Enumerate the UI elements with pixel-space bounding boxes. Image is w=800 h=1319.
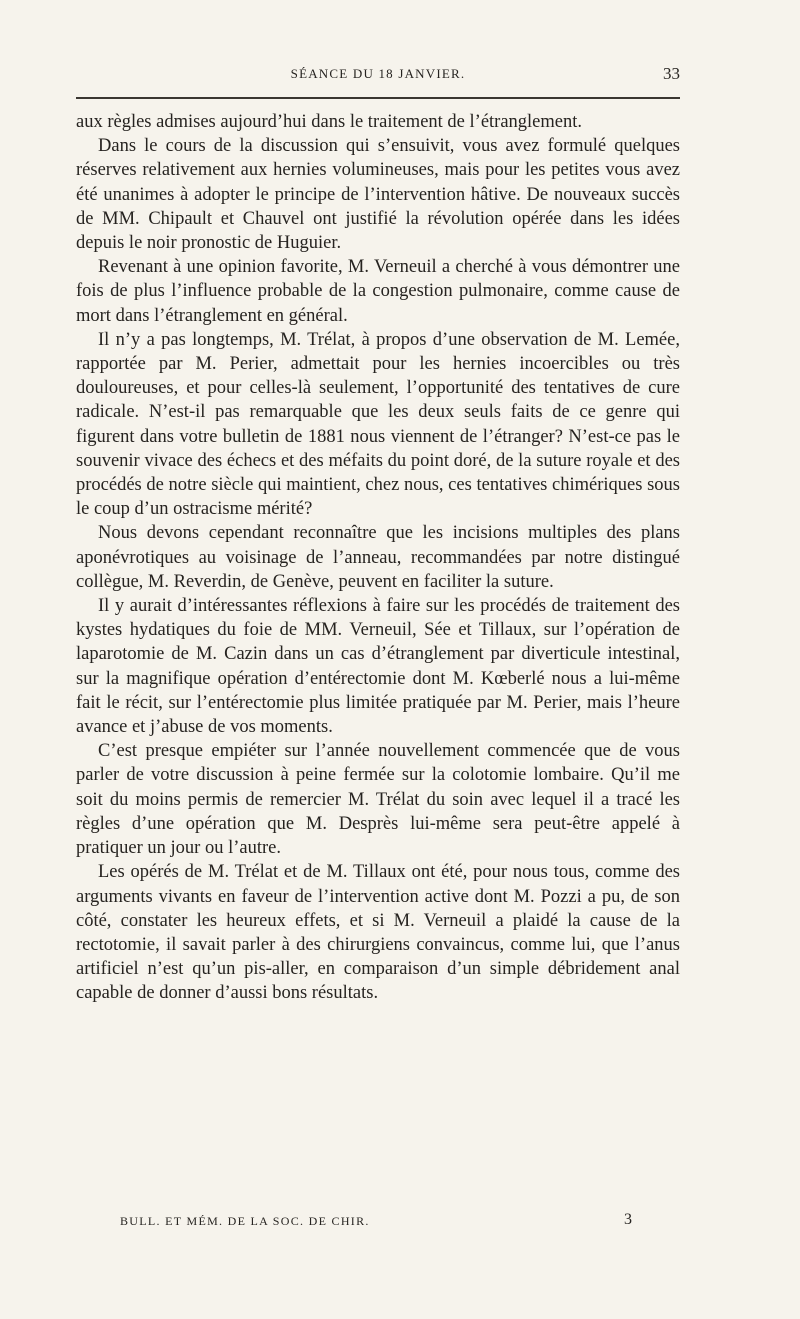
footer-journal-title: BULL. ET MÉM. DE LA SOC. DE CHIR.	[120, 1214, 370, 1228]
page-number: 33	[663, 64, 680, 83]
paragraph: Nous devons cependant reconnaître que les incisions multiples des plans aponévrotiques au voisinage de l’anneau, recommandées par notre distingué collègue, M. Reverdin, de Genève, peuvent en faciliter la suture.	[76, 523, 680, 592]
paragraph: Les opérés de M. Trélat et de M. Tillaux ont été, pour nous tous, comme des arguments vivants en faveur de l’intervention active dont M. Pozzi a pu, de son côté, constater les heureux effets, et si M. Verneuil a plaidé la cause de la rectotomie, il savait parler à des chirurgiens convaincus, comme lui, que l’anus artificiel n’est qu’un pis-aller, en comparaison d’un simple débridement anal capable de donner d’aussi bons résultats.	[76, 862, 680, 1004]
running-title: SÉANCE DU 18 JANVIER.	[290, 66, 466, 81]
body-text	[76, 110, 680, 1006]
paragraph: Il y aurait d’intéressantes réflexions à faire sur les procédés de traitement des kystes hydatiques du foie de MM. Verneuil, Sée et Tillaux, sur l’opération de laparotomie de M. Cazin dans un cas d’étranglement par diverticule intestinal, sur la magnifique opération d’entérectomie dont M. Kœberlé nous a lui-même fait le récit, sur l’entérectomie plus limitée pratiquée par M. Perier, mais l’heure avance et j’abuse de vos moments.	[76, 596, 680, 738]
paragraph-continuation: aux règles admises aujourd’hui dans le traitement de l’étranglement.	[76, 112, 583, 132]
running-head	[76, 66, 680, 90]
page-footer	[120, 1211, 632, 1234]
paragraph: Dans le cours de la discussion qui s’ensuivit, vous avez formulé quelques réserves relativement aux hernies volumineuses, mais pour les petites vous avez été unanimes à adopter le principe de l’intervention hâtive. De nouveaux succès de MM. Chipault et Chauvel ont justifié la révolution opérée dans les idées depuis le noir pronostic de Huguier.	[76, 136, 680, 254]
paragraph: Revenant à une opinion favorite, M. Verneuil a cherché à vous démontrer une fois de plus l’influence probable de la congestion pulmonaire, comme cause de mort dans l’étranglement en général.	[76, 257, 680, 326]
signature-mark: 3	[624, 1211, 632, 1228]
paragraph: Il n’y a pas longtemps, M. Trélat, à propos d’une observation de M. Lemée, rapportée par M. Perier, admettait pour les hernies incoercibles ou très douloureuses, et pour celles-là seulement, l’opportunité des tentatives de cure radicale. N’est-il pas remarquable que les deux seuls faits de ce genre qui figurent dans votre bulletin de 1881 nous viennent de l’étranger? N’est-ce pas le souvenir vivace des échecs et des méfaits du point doré, de la suture royale et des procédés de notre siècle qui maintient, chez nous, ces tentatives chimériques sous le coup d’un ostracisme mérité?	[76, 329, 680, 520]
paragraph: C’est presque empiéter sur l’année nouvellement commencée que de vous parler de votre discussion à peine fermée sur la colotomie lombaire. Qu’il me soit du moins permis de remercier M. Trélat du soin avec lequel il a tracé les règles d’une opération que M. Desprès lui-même sera peut-être appelé à pratiquer un jour ou l’autre.	[76, 741, 680, 859]
header-rule	[76, 97, 680, 99]
